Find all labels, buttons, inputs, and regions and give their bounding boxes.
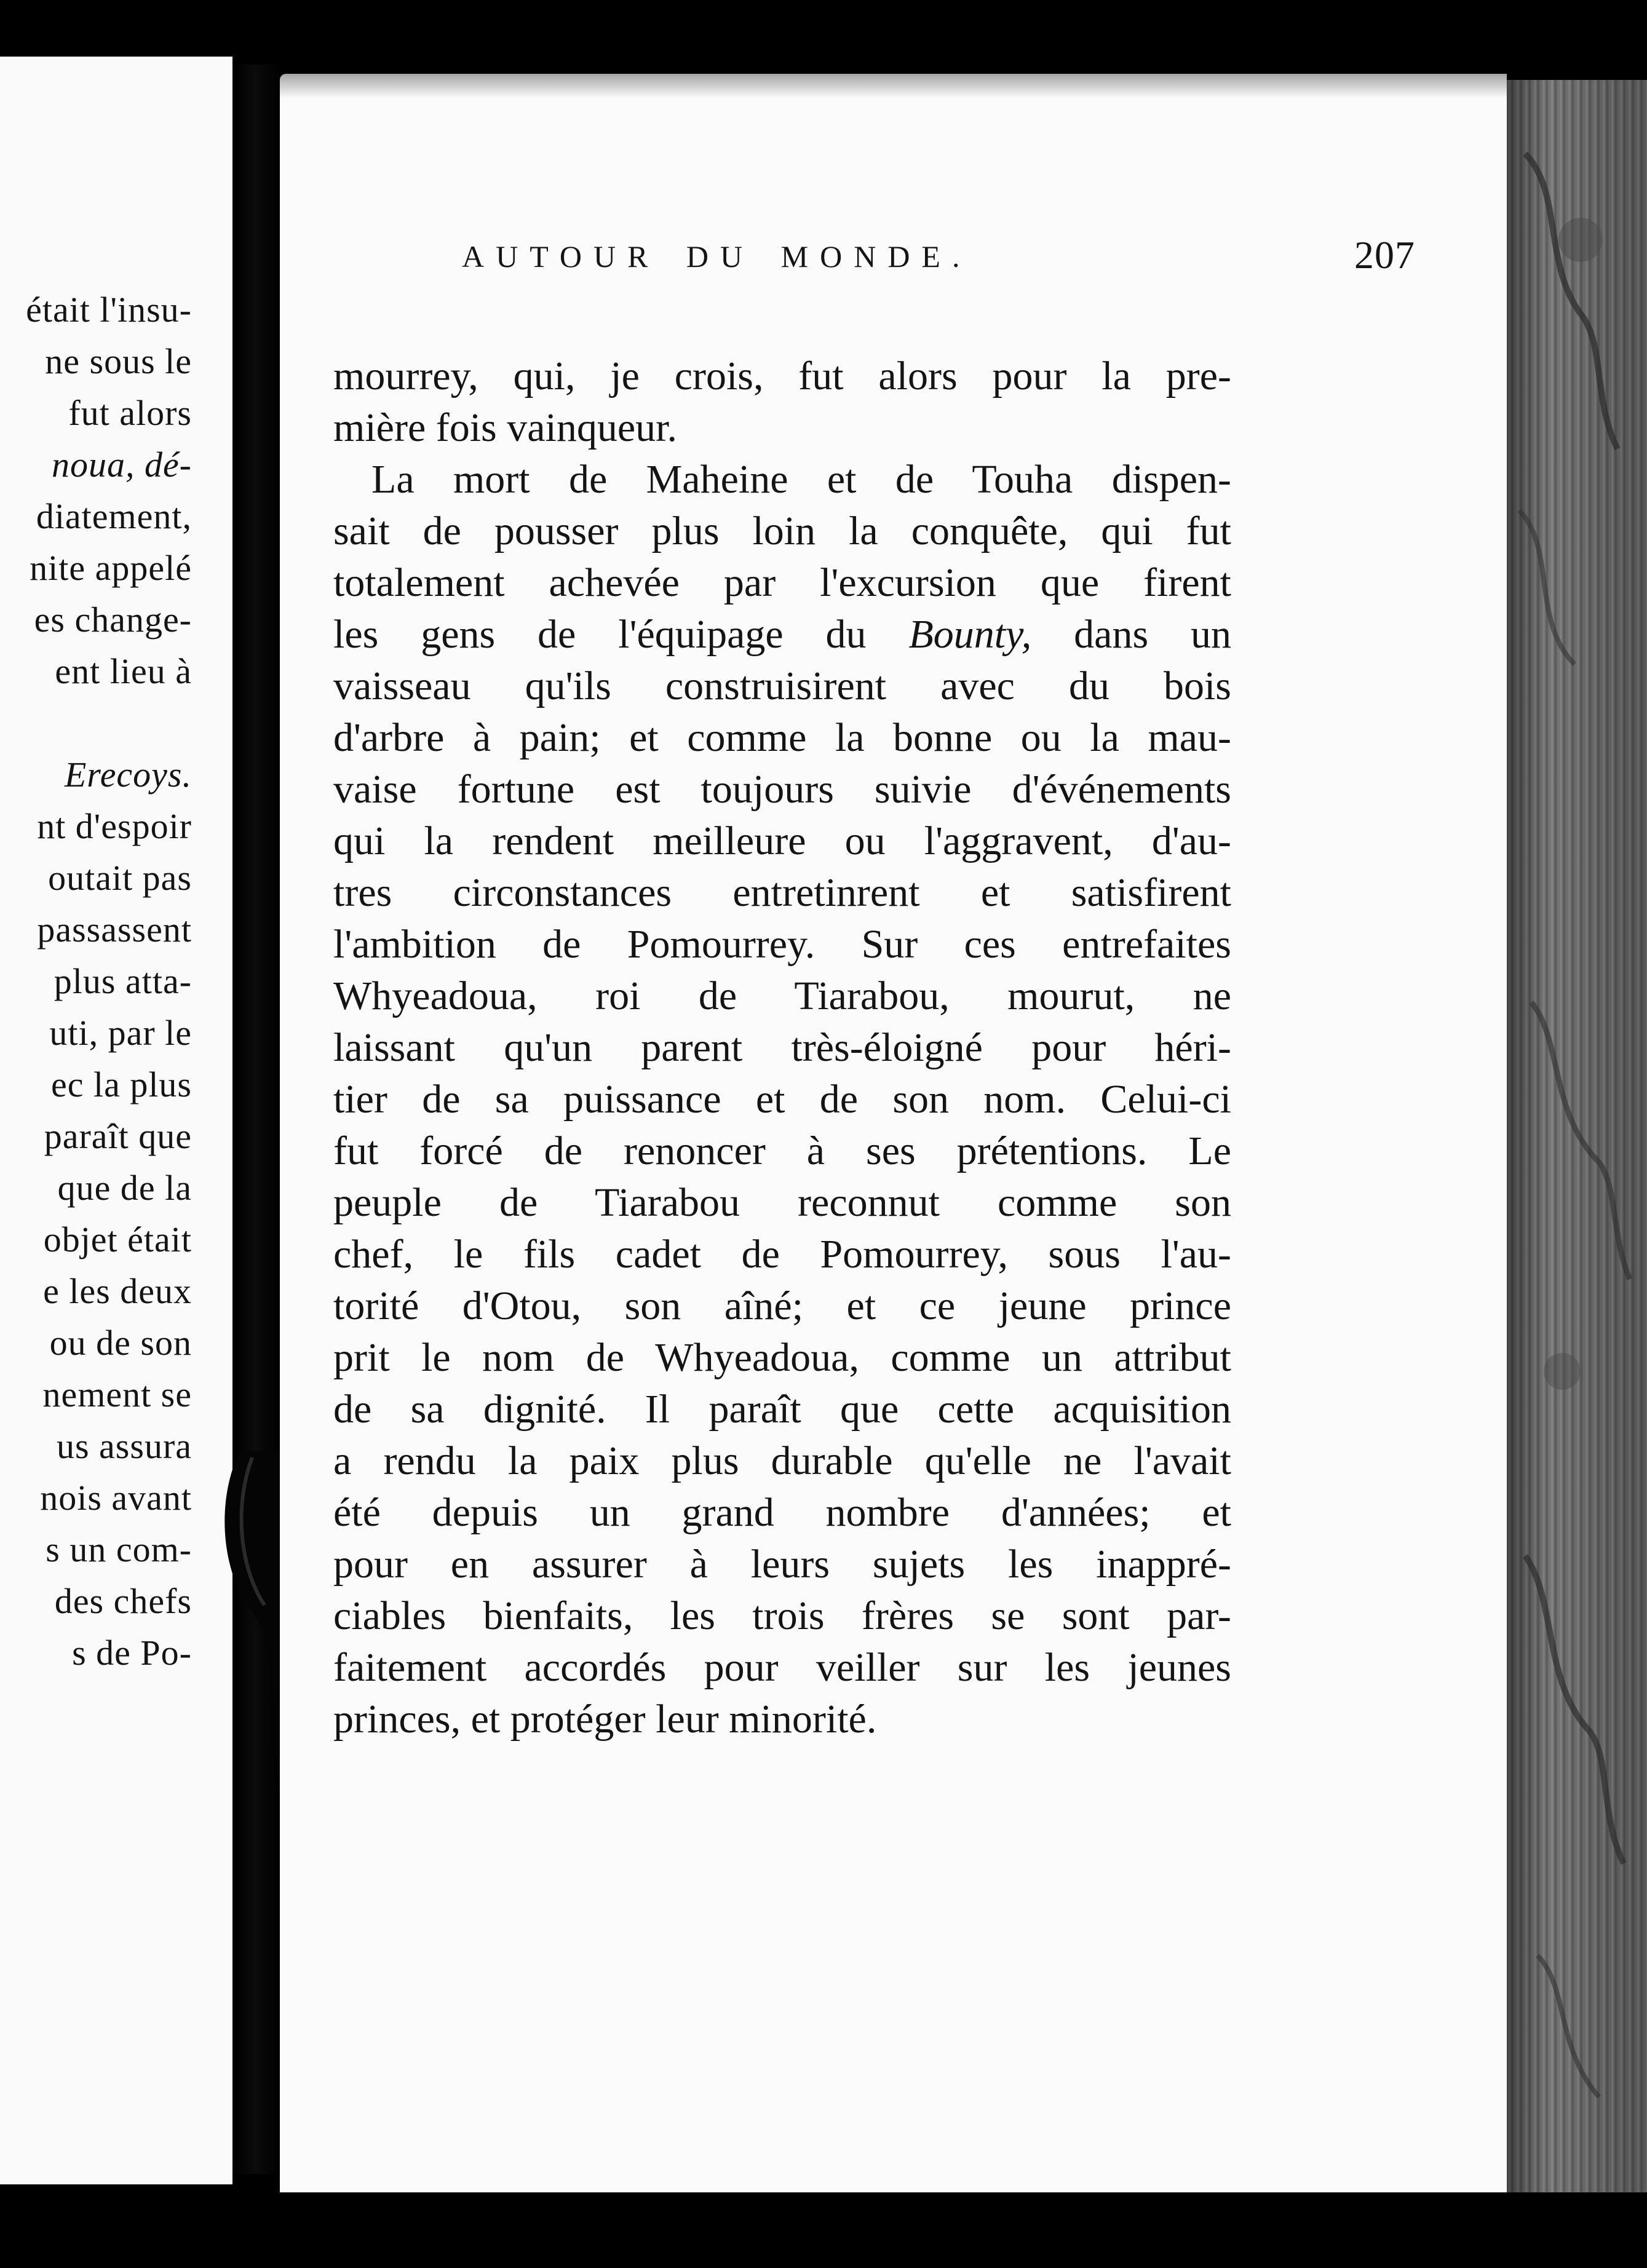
page-top-shadow	[280, 74, 1507, 98]
text-line: fut forcé de renoncer à ses prétentions. Le	[333, 1128, 1231, 1173]
text-line: totalement achevée par l'excursion que firent	[333, 560, 1231, 605]
left-line: que de la	[57, 1168, 192, 1208]
left-line: ou de son	[49, 1323, 192, 1363]
text-line: mourrey, qui, je crois, fut alors pour la pre-	[333, 354, 1231, 398]
fore-edge-marks	[1507, 80, 1647, 2192]
text-line: d'arbre à pain; et comme la bonne ou la mau-	[333, 715, 1231, 760]
left-line: nement se	[42, 1374, 192, 1414]
text-line: sait de pousser plus loin la conquête, qui fut	[333, 509, 1231, 553]
text-line: tres circonstances entretinrent et satisfirent	[333, 870, 1231, 915]
main-page	[280, 74, 1507, 2192]
text-segment: les gens de l'équipage du	[333, 612, 867, 657]
text-line: chef, le fils cadet de Pomourrey, sous l'au-	[333, 1232, 1231, 1277]
left-line: us assura	[56, 1426, 192, 1466]
left-line: outait pas	[48, 858, 192, 898]
left-line: uti, par le	[49, 1013, 192, 1053]
text-line: ciables bienfaits, les trois frères se sont par-	[333, 1593, 1231, 1638]
text-line: vaise fortune est toujours suivie d'événements	[333, 767, 1231, 812]
text-line: laissant qu'un parent très-éloigné pour héri-	[333, 1025, 1231, 1070]
left-line: e les deux	[43, 1271, 192, 1311]
text-line: faitement accordés pour veiller sur les jeunes	[333, 1645, 1231, 1690]
text-line: pour en assurer à leurs sujets les inappré-	[333, 1542, 1231, 1587]
text-segment: dans un	[1074, 612, 1232, 657]
page-number: 207	[1354, 233, 1415, 277]
left-line: ent lieu à	[55, 651, 192, 691]
left-line: ec la plus	[50, 1065, 192, 1104]
running-head	[462, 228, 1415, 283]
running-head-title: AUTOUR DU MONDE.	[462, 239, 972, 274]
text-line	[333, 609, 1231, 660]
left-line: es change-	[34, 600, 192, 640]
text-line: de sa dignité. Il paraît que cette acquisition	[333, 1387, 1231, 1432]
left-line: Erecoys.	[64, 755, 192, 795]
text-line: a rendu la paix plus durable qu'elle ne l'avait	[333, 1438, 1231, 1483]
left-line: était l'insu-	[26, 290, 192, 330]
text-line: mière fois vainqueur.	[333, 405, 678, 450]
left-line: ne sous le	[45, 341, 192, 381]
left-line: objet était	[43, 1219, 192, 1259]
text-line: l'ambition de Pomourrey. Sur ces entrefaites	[333, 922, 1231, 967]
left-line: nt d'espoir	[37, 806, 192, 846]
left-line-gap	[0, 697, 192, 749]
text-line: Whyeadoua, roi de Tiarabou, mourut, ne	[333, 973, 1231, 1018]
left-line: diatement,	[36, 496, 192, 536]
left-line: des chefs	[54, 1581, 192, 1621]
left-page-text	[0, 284, 192, 1679]
text-line: princes, et protéger leur minorité.	[333, 1697, 877, 1742]
text-line: vaisseau qu'ils construisirent avec du bois	[333, 664, 1231, 708]
left-line: passassent	[37, 910, 192, 950]
left-line: noua, dé-	[51, 445, 192, 485]
text-line: qui la rendent meilleure ou l'aggravent, d'au-	[333, 819, 1231, 863]
left-line: s de Po-	[72, 1633, 192, 1673]
left-line: nite appelé	[30, 548, 192, 588]
left-facing-page	[0, 57, 232, 2184]
text-line: La mort de Maheine et de Touha dispen-	[371, 457, 1231, 502]
left-line: plus atta-	[54, 961, 192, 1001]
text-line: tier de sa puissance et de son nom. Celui-ci	[333, 1077, 1231, 1122]
left-line: paraît que	[44, 1116, 192, 1156]
text-line: peuple de Tiarabou reconnut comme son	[333, 1180, 1231, 1225]
text-line: torité d'Otou, son aîné; et ce jeune prince	[333, 1283, 1231, 1328]
ship-name: Bounty,	[908, 612, 1032, 657]
text-line: été depuis un grand nombre d'années; et	[333, 1490, 1231, 1535]
left-line: fut alors	[68, 393, 192, 433]
text-line: prit le nom de Whyeadoua, comme un attribut	[333, 1335, 1231, 1380]
left-line: s un com-	[46, 1529, 192, 1569]
left-line: nois avant	[40, 1478, 192, 1518]
body-text	[333, 351, 1231, 1745]
